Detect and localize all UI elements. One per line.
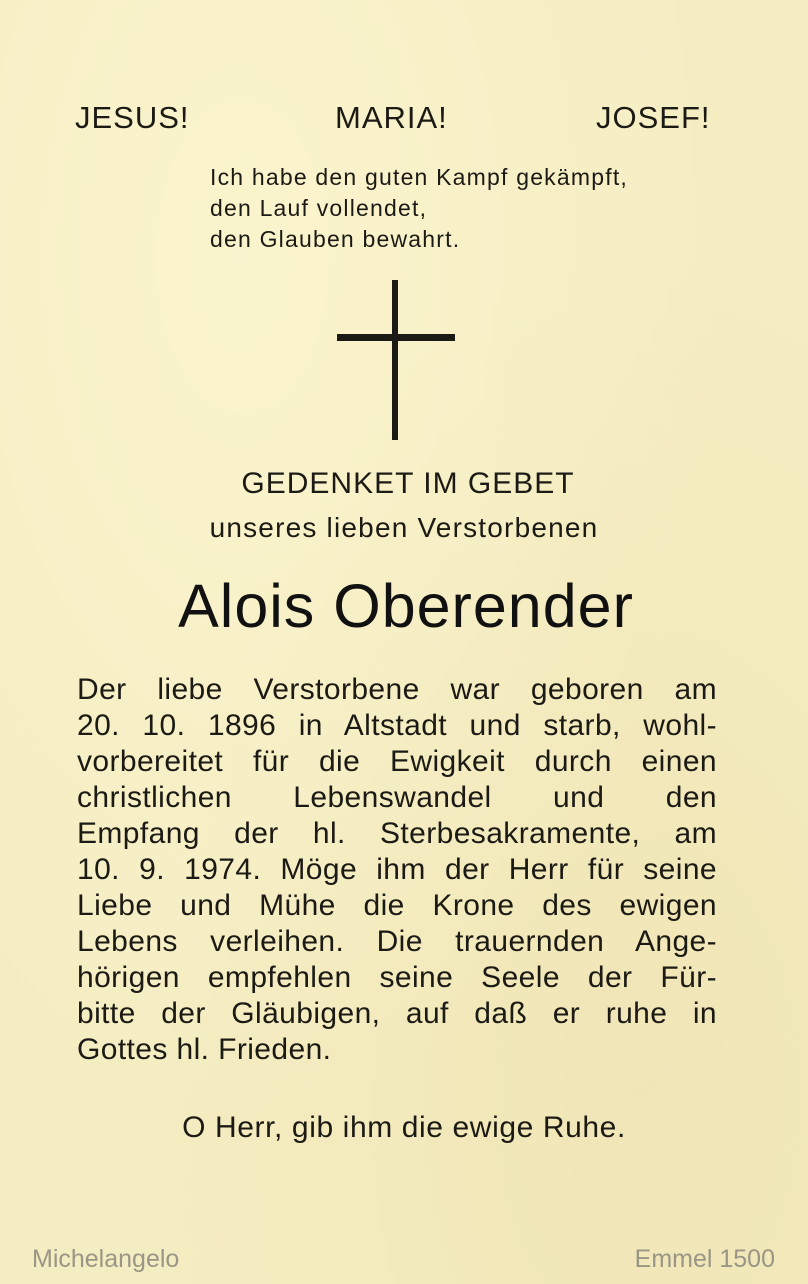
- deceased-subheading: unseres lieben Verstorbenen: [209, 512, 599, 543]
- biography-line: 20. 10. 1896 in Altstadt und starb, wohl-: [77, 709, 717, 742]
- biography-line: 10. 9. 1974. Möge ihm der Herr für seine: [77, 853, 717, 886]
- invocation-maria: MARIA!: [335, 100, 448, 135]
- invocation-jesus: JESUS!: [75, 100, 190, 135]
- biography-line: bitte der Gläubigen, auf daß er ruhe in: [77, 997, 717, 1030]
- biography-text: [77, 672, 717, 1068]
- remember-heading: GEDENKET IM GEBET: [241, 467, 575, 500]
- verse-line: Ich habe den guten Kampf gekämpft,: [210, 164, 628, 190]
- invocation-josef: JOSEF!: [596, 100, 711, 135]
- biography-line: Gottes hl. Frieden.: [77, 1033, 332, 1066]
- biography-line: vorbereitet für die Ewigkeit durch einen: [77, 745, 717, 778]
- biography-line: christlichen Lebenswandel und den: [77, 781, 717, 814]
- bible-verse: [210, 162, 628, 255]
- closing-prayer: O Herr, gib ihm die ewige Ruhe.: [182, 1111, 626, 1144]
- deceased-name: Alois Oberender: [178, 572, 634, 640]
- latin-cross-icon: [330, 280, 460, 442]
- publisher-imprint: Michelangelo: [32, 1245, 180, 1273]
- biography-line: Liebe und Mühe die Krone des ewigen: [77, 889, 717, 922]
- biography-line: hörigen empfehlen seine Seele der Für-: [77, 961, 717, 994]
- verse-line: den Glauben bewahrt.: [210, 226, 461, 252]
- verse-line: den Lauf vollendet,: [210, 195, 428, 221]
- biography-line: Lebens verleihen. Die trauernden Ange-: [77, 925, 717, 958]
- biography-line: Der liebe Verstorbene war geboren am: [77, 673, 717, 706]
- item-number: Emmel 1500: [634, 1245, 775, 1273]
- biography-line: Empfang der hl. Sterbesakramente, am: [77, 817, 717, 850]
